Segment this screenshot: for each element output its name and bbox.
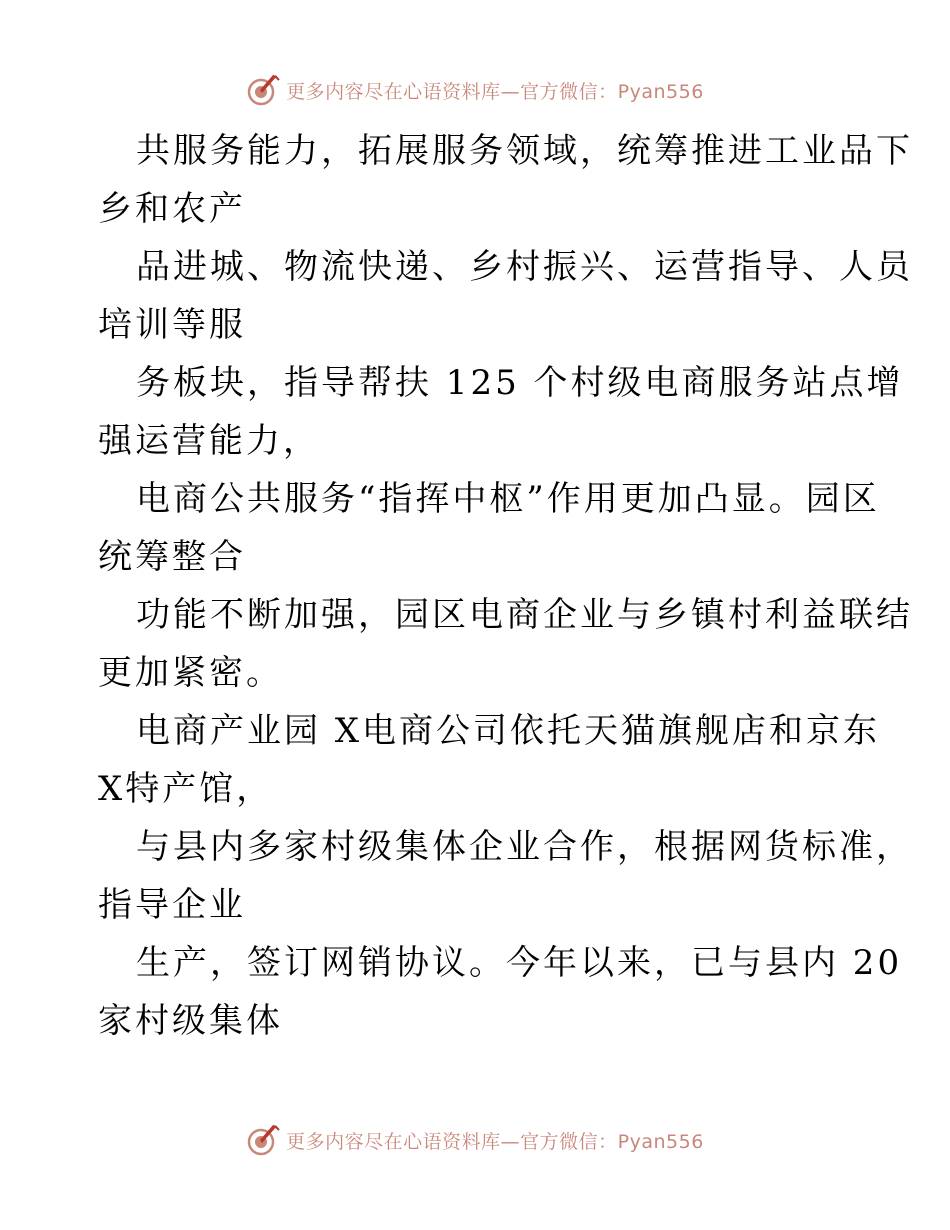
paragraph-line: 共服务能力，拓展服务领域，统筹推进工业品下	[136, 131, 913, 171]
paragraph-line: 与县内多家村级集体企业合作，根据网货标准，	[136, 827, 913, 867]
paragraph-line: 电商产业园 X电商公司依托天猫旗舰店和京东	[136, 711, 881, 751]
quill-seal-logo-icon	[246, 1123, 280, 1157]
paragraph-line: 生产，签订网销协议。今年以来，已与县内 20	[136, 943, 903, 983]
paragraph-line: 功能不断加强，园区电商企业与乡镇村利益联结	[136, 595, 913, 635]
watermark-text: 更多内容尽在心语资料库—官方微信：Pyan556	[286, 1130, 704, 1153]
paragraph-line: 统筹整合	[98, 537, 246, 577]
paragraph-line: 乡和农产	[98, 189, 246, 229]
quill-seal-logo-icon	[246, 73, 280, 107]
paragraph-line: X特产馆，	[98, 769, 274, 809]
paragraph	[98, 354, 904, 470]
watermark-text: 更多内容尽在心语资料库—官方微信：Pyan556	[286, 80, 704, 103]
paragraph	[98, 238, 913, 354]
paragraph-line: 家村级集体	[98, 1001, 283, 1041]
paragraph-line: 培训等服	[98, 305, 246, 345]
document-body	[98, 122, 913, 1050]
paragraph	[98, 586, 913, 702]
paragraph-line: 指导企业	[98, 885, 246, 925]
paragraph-line: 品进城、物流快递、乡村振兴、运营指导、人员	[136, 247, 913, 287]
header-watermark	[0, 70, 950, 110]
footer-watermark	[0, 1120, 950, 1160]
paragraph-line: 强运营能力，	[98, 421, 320, 461]
paragraph	[98, 934, 903, 1050]
paragraph	[98, 122, 913, 238]
paragraph-line: 更加紧密。	[98, 653, 283, 693]
paragraph-line: 电商公共服务“指挥中枢”作用更加凸显。园区	[136, 479, 880, 519]
paragraph	[98, 818, 913, 934]
paragraph-line: 务板块，指导帮扶 125 个村级电商服务站点增	[136, 363, 904, 403]
paragraph	[98, 702, 881, 818]
paragraph	[98, 470, 880, 586]
